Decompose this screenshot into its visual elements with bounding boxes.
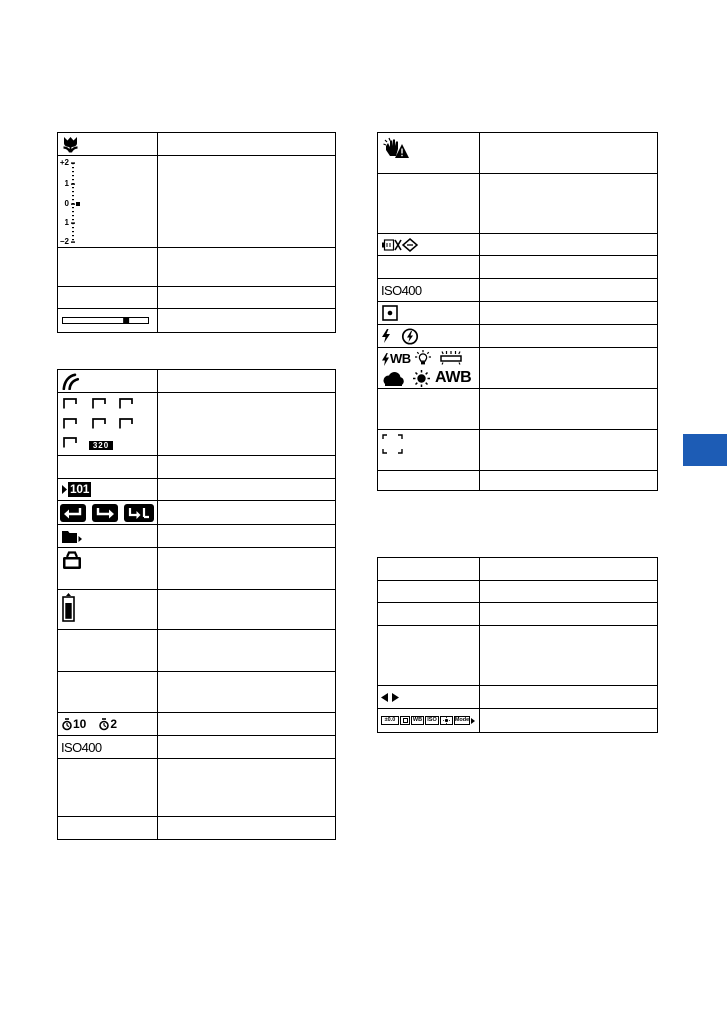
battery-disconnect-icon: [382, 238, 420, 252]
description-cell: [480, 626, 657, 685]
icon-cell: [378, 174, 480, 233]
image-size-icon: [119, 398, 133, 409]
image-size-icon: [119, 418, 133, 429]
icon-cell: [58, 133, 158, 155]
icon-cell: [58, 501, 158, 524]
description-cell: [158, 713, 335, 735]
table-3-row-af-frame: [378, 430, 657, 471]
table-1: [57, 132, 336, 333]
table-2-row-iso: [58, 736, 335, 759]
description-cell: [158, 456, 335, 478]
table-2-row-folder-change: [58, 501, 335, 525]
table-4-row: [378, 626, 657, 686]
left-right-arrows-icon: [381, 693, 399, 702]
table-1-row-macro: [58, 133, 335, 156]
spot-metering-icon: [382, 305, 398, 321]
table-1-row-zoom: [58, 309, 335, 332]
icon-cell: [58, 817, 158, 839]
icon-cell: [58, 393, 158, 455]
flash-icon: [382, 329, 390, 343]
shooting-mode-icon: [400, 716, 410, 725]
icon-cell: [378, 133, 480, 173]
recording-folder-icon: [62, 482, 91, 497]
icon-cell: [378, 234, 480, 255]
icon-cell: [378, 348, 480, 388]
self-timer-label: 2: [110, 716, 118, 731]
description-cell: [158, 759, 335, 816]
icon-cell: [58, 525, 158, 547]
iso-indicator: ISO400: [381, 282, 422, 298]
description-cell: [158, 248, 335, 286]
image-size-icon: [63, 398, 77, 409]
table-4-row: [378, 558, 657, 581]
self-timer-icon: [99, 718, 109, 731]
playback-folder-icon: [62, 530, 82, 543]
description-cell: [158, 630, 335, 671]
icon-cell: [378, 581, 480, 602]
menu-more-icon: [471, 718, 475, 724]
table-2: [57, 369, 336, 840]
icon-cell: [378, 709, 480, 732]
image-size-icon: [63, 437, 77, 448]
icon-cell: [58, 630, 158, 671]
table-4-row: [378, 603, 657, 626]
table-2-row-protect: [58, 548, 335, 590]
print-mark-icon: [62, 373, 79, 390]
scale-label: +2: [59, 158, 69, 167]
table-3: [377, 132, 658, 491]
exposure-marker: [76, 202, 80, 206]
fluorescent-icon: [440, 351, 462, 365]
table-1-row: [58, 248, 335, 287]
icon-cell: [378, 471, 480, 490]
description-cell: [480, 174, 657, 233]
daylight-icon: [413, 370, 430, 387]
table-3-row: [378, 471, 657, 490]
af-frame-icon: [382, 434, 403, 454]
icon-cell: [378, 603, 480, 625]
cloudy-icon: [382, 372, 404, 386]
icon-cell: [378, 389, 480, 429]
icon-cell: [58, 370, 158, 392]
camera-shake-warning-icon: [382, 137, 410, 159]
movie-size-badge: 320: [89, 441, 113, 450]
table-3-row-metering: [378, 302, 657, 325]
description-cell: [480, 581, 657, 602]
icon-cell: [378, 279, 480, 301]
scale-label: 0: [64, 199, 69, 208]
zoom-bar-icon: [62, 316, 150, 325]
description-cell: [480, 471, 657, 490]
self-timer-label: 10: [73, 716, 87, 731]
scale-label: 1: [64, 179, 69, 188]
self-timer-10: [62, 718, 86, 731]
description-cell: [158, 393, 335, 455]
battery-icon: [62, 593, 75, 622]
incandescent-icon: [415, 350, 431, 365]
table-2-row-folder-number: [58, 479, 335, 501]
self-timer-2: [99, 718, 117, 731]
icon-cell: [58, 479, 158, 500]
table-3-row-flash: [378, 325, 657, 348]
icon-cell: [378, 626, 480, 685]
flash-wb-label: WB: [390, 351, 411, 366]
description-cell: [480, 325, 657, 347]
icon-cell: [378, 686, 480, 708]
description-cell: [480, 389, 657, 429]
table-1-row-exposure: [58, 156, 335, 248]
table-2-row: [58, 672, 335, 713]
image-size-icon: [92, 418, 106, 429]
table-3-row-white-balance: [378, 348, 657, 389]
menu-mode: Mode: [454, 717, 470, 723]
icon-cell: [378, 256, 480, 278]
description-cell: [158, 548, 335, 589]
icon-cell: [58, 759, 158, 816]
scale-label: −2: [59, 237, 69, 246]
icon-cell: [58, 309, 158, 332]
description-cell: [158, 672, 335, 712]
description-cell: [158, 817, 335, 839]
description-cell: [480, 686, 657, 708]
macro-icon: [62, 136, 79, 153]
icon-cell: [58, 156, 158, 247]
description-cell: [480, 279, 657, 301]
table-3-row-shake: [378, 133, 657, 174]
icon-cell: [378, 302, 480, 324]
description-cell: [158, 736, 335, 758]
icon-cell: [378, 558, 480, 580]
description-cell: [158, 133, 335, 155]
description-cell: [158, 479, 335, 500]
table-3-row: [378, 174, 657, 234]
icon-cell: [58, 672, 158, 712]
table-2-row: [58, 456, 335, 479]
flash-wb-icon: [382, 352, 411, 366]
description-cell: [158, 590, 335, 629]
description-cell: [480, 302, 657, 324]
description-cell: [480, 234, 657, 255]
icon-cell: [378, 325, 480, 347]
table-4-row-arrows: [378, 686, 657, 709]
folder-forward-icon: [92, 504, 118, 522]
sun-icon: [440, 716, 453, 725]
description-cell: [480, 603, 657, 625]
icon-cell: [58, 287, 158, 308]
description-cell: [158, 287, 335, 308]
auto-wb-label: AWB: [435, 369, 472, 386]
description-cell: [158, 309, 335, 332]
table-3-row: [378, 256, 657, 279]
description-cell: [480, 256, 657, 278]
scale-label: 1: [64, 218, 69, 227]
folder-next-icon: [124, 504, 154, 522]
description-cell: [158, 501, 335, 524]
zoom-level-marker: [123, 318, 129, 323]
self-timer-icon: [62, 718, 72, 731]
description-cell: [480, 348, 657, 388]
table-2-row-print: [58, 370, 335, 393]
table-2-row: [58, 630, 335, 672]
table-2-row: [58, 759, 335, 817]
table-4-row-menu-bar: [378, 709, 657, 732]
description-cell: [480, 709, 657, 732]
menu-iso: ISO: [425, 716, 439, 725]
table-2-row-image-size: [58, 393, 335, 456]
icon-cell: [58, 548, 158, 589]
flash-bolt-icon: [382, 353, 389, 366]
icon-cell: [58, 736, 158, 758]
description-cell: [480, 133, 657, 173]
icon-cell: [58, 248, 158, 286]
table-4-row: [378, 581, 657, 603]
icon-cell: [58, 590, 158, 629]
table-3-row-iso: [378, 279, 657, 302]
table-2-row-self-timer: [58, 713, 335, 736]
scale-ticks: [71, 156, 85, 248]
description-cell: [158, 370, 335, 392]
icon-cell: [58, 713, 158, 735]
table-3-row: [378, 389, 657, 430]
folder-back-icon: [60, 504, 86, 522]
exposure-scale-icon: [58, 156, 88, 248]
table-2-row: [58, 817, 335, 839]
description-cell: [480, 558, 657, 580]
table-1-row: [58, 287, 335, 309]
folder-arrow-icon: [62, 485, 67, 494]
icon-cell: [378, 430, 480, 470]
menu-bar-icon: [381, 716, 475, 725]
folder-number: 101: [70, 482, 90, 496]
menu-ev: ±0.0: [381, 716, 399, 725]
protect-icon: [62, 551, 82, 570]
image-size-icon: [92, 398, 106, 409]
table-2-row-playback-folder: [58, 525, 335, 548]
table-4: [377, 557, 658, 733]
iso-indicator: ISO400: [61, 739, 102, 755]
table-2-row-battery: [58, 590, 335, 630]
description-cell: [158, 525, 335, 547]
description-cell: [480, 430, 657, 470]
icon-cell: [58, 456, 158, 478]
table-3-row-battery-link: [378, 234, 657, 256]
menu-wb: WB: [412, 717, 423, 723]
section-tab: [683, 434, 727, 466]
description-cell: [158, 156, 335, 247]
flash-off-icon: [400, 328, 420, 345]
image-size-icon: [63, 418, 77, 429]
